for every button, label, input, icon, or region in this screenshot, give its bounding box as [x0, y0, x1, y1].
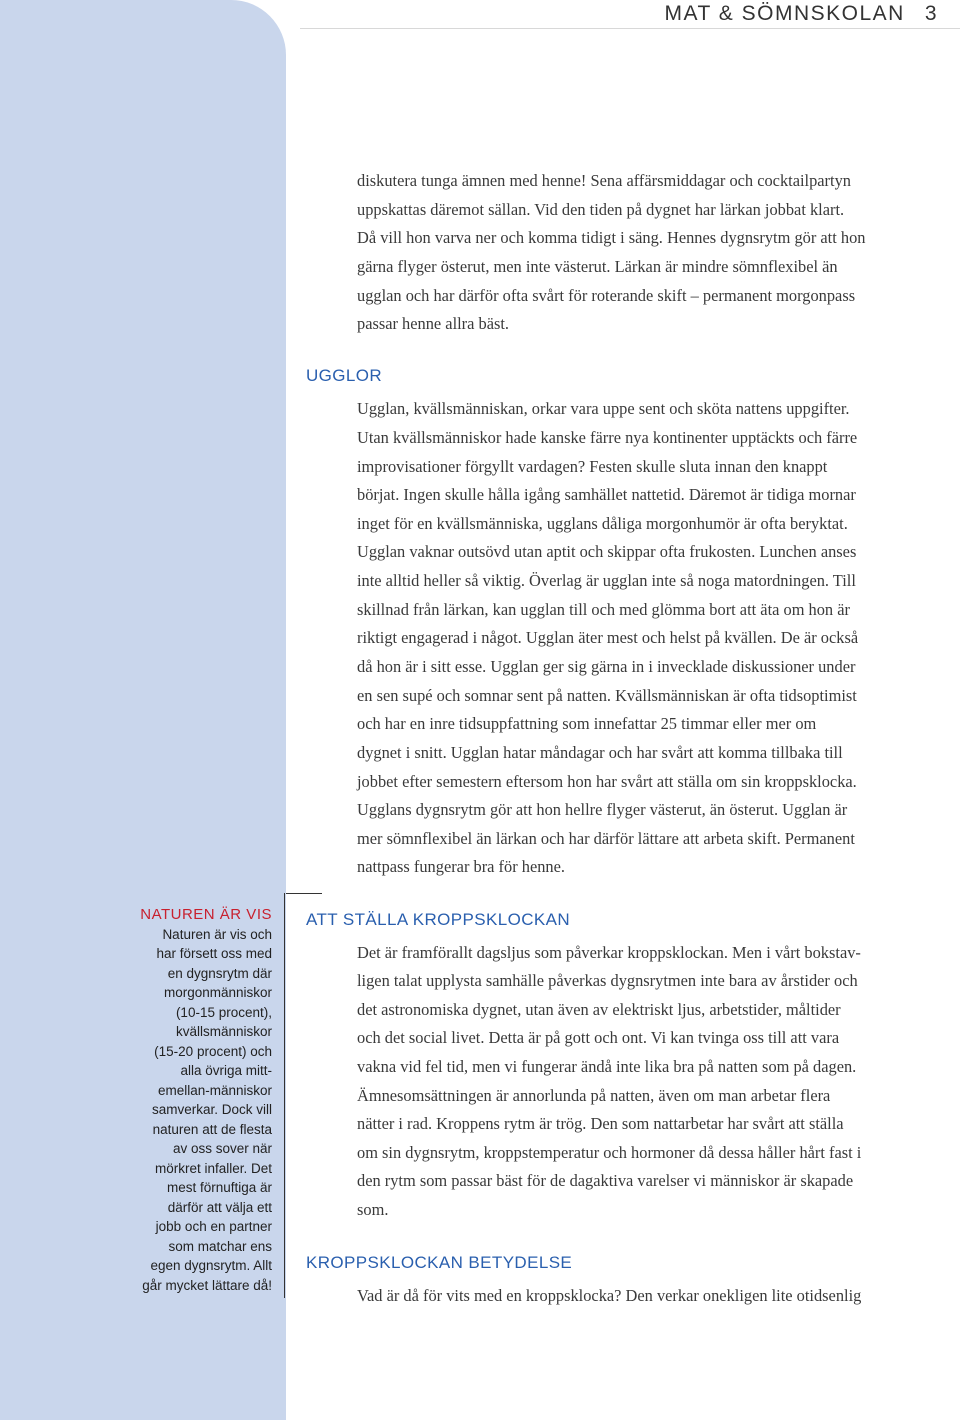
sidebar-rule: [284, 893, 285, 1298]
text-line: skillnad från lärkan, kan ugglan till och med glömma bort att äta om hon är: [357, 600, 850, 619]
sidebar-note-line: morgonmänniskor: [163, 985, 272, 1000]
sidebar-note-line: en dygnsrytm där: [167, 965, 272, 981]
sidebar-note-line: Naturen är vis och: [162, 926, 272, 942]
sidebar-note-line: egen dygnsrytm. Allt: [150, 1258, 272, 1273]
text-line: diskutera tunga ämnen med henne! Sena affärsmiddagar och cocktailpartyn: [357, 171, 851, 190]
text-line: nätter i rad. Kroppens rytm är trög. Den som nattarbetar har svårt att ställa: [357, 1114, 844, 1133]
sidebar-note-line: därför att välja ett: [167, 1199, 272, 1215]
sidebar-note-line: mest förnuftiga är: [166, 1180, 272, 1195]
text-line: ugglan och har därför ofta svårt för roterande skift – permanent morgonpass: [357, 286, 856, 305]
text-line: riktigt engagerad i något. Ugglan äter mest och helst på kvällen. De är också: [357, 628, 859, 647]
text-line: den rytm som passar bäst för de dagaktiva varelser vi människor är skapade: [357, 1171, 854, 1190]
text-line: Ugglan, kvällsmänniskan, orkar vara uppe sent och sköta nattens uppgifter.: [357, 399, 850, 418]
text-line: nattpass fungerar bra för henne.: [357, 857, 565, 876]
sidebar-note: [120, 905, 272, 1295]
page-number: 3: [924, 2, 938, 25]
text-line: improvisationer förgyllt vardagen? Festen skulle sluta innan den knappt: [357, 457, 828, 476]
page-header-title: MAT & SÖMNSKOLAN: [664, 2, 905, 25]
sidebar-note-line: som matchar ens: [168, 1238, 272, 1254]
text-line: Det är framförallt dagsljus som påverkar kroppsklockan. Men i vårt bokstav-: [357, 943, 861, 962]
text-line: inte alltid heller så viktig. Överlag är ugglan inte så noga matordningen. Till: [357, 571, 856, 590]
sidebar-note-heading: NATUREN ÄR VIS: [140, 906, 272, 923]
text-line: då hon är i sitt esse. Ugglan ger sig gärna in i invecklade diskussioner under: [357, 657, 856, 676]
text-line: vakna vid fel tid, men vi fungerar ändå inte lika bra på natten som på dagen.: [357, 1057, 857, 1076]
sidebar-note-line: jobb och en partner: [155, 1219, 272, 1234]
sidebar-note-line: (15-20 procent) och: [154, 1043, 272, 1059]
text-line: ligen talat upplysta samhälle påverkas dygnsrytmen inte bara av årstider och: [357, 971, 858, 990]
sidebar-note-line: går mycket lättare då!: [142, 1277, 272, 1293]
text-line: mer sömnflexibel än lärkan och har därför lättare att arbeta skift. Permanent: [357, 829, 855, 848]
text-line: Vad är då för vits med en kroppsklocka? Den verkar onekligen lite otidsenlig: [357, 1286, 862, 1305]
text-line: Utan kvällsmänniskor hade kanske färre nya kontinenter upptäckts och färre: [357, 428, 858, 447]
section-divider: [286, 893, 322, 894]
text-line: passar henne allra bäst.: [357, 314, 510, 333]
text-line: gärna flyger österut, men inte västerut. Lärkan är mindre sömnflexibel än: [357, 257, 838, 276]
text-line: Ämnesomsättningen är annorlunda på natten, även om man arbetar flera: [357, 1086, 831, 1105]
text-line: inget för en kvällsmänniska, ugglans dåliga morgonhumör är ofta beryktat.: [357, 514, 848, 533]
text-line: om sin dygnsrytm, kroppstemperatur och hormoner då dessa håller hårt fast i: [357, 1143, 862, 1162]
sidebar-note-line: kvällsmänniskor: [175, 1024, 272, 1039]
text-line: Då vill hon varva ner och komma tidigt i säng. Hennes dygnsrytm gör att hon: [357, 228, 866, 247]
section-heading-kroppsklockan: ATT STÄLLA KROPPSKLOCKAN: [306, 910, 571, 929]
page-header: [665, 2, 938, 26]
sidebar-note-line: (10-15 procent),: [175, 1004, 272, 1020]
section-heading-ugglor: UGGLOR: [306, 366, 383, 385]
text-line: dygnet i snitt. Ugglan hatar måndagar och har svårt att komma tillbaka till: [357, 743, 843, 762]
text-line: och det social livet. Detta är på gott och ont. Vi kan tvinga oss till att vara: [357, 1028, 840, 1047]
sidebar-note-line: mörkret infaller. Det: [154, 1160, 272, 1176]
text-line: börjat. Ingen skulle hålla igång samhället nattetid. Däremot är tidiga mornar: [357, 485, 856, 504]
section-heading-betydelse: KROPPSKLOCKAN BETYDELSE: [306, 1253, 573, 1272]
sidebar-note-line: samverkar. Dock vill: [151, 1102, 272, 1117]
sidebar-note-line: alla övriga mitt-: [180, 1063, 272, 1078]
text-line: och har en inre tidsuppfattning som innefattar 25 timmar eller mer om: [357, 714, 817, 733]
text-line: som.: [357, 1200, 389, 1219]
text-line: en sen supé och somnar sent på natten. Kvällsmänniskan är ofta tidsoptimist: [357, 686, 857, 705]
text-line: uppskattas däremot sällan. Vid den tiden på dygnet har lärkan jobbat klart.: [357, 200, 845, 219]
sidebar-note-line: har försett oss med: [156, 946, 272, 961]
text-line: jobbet efter semestern eftersom hon har svårt att ställa om sin kroppsklocka.: [357, 772, 857, 791]
sidebar-note-line: emellan-människor: [157, 1082, 272, 1098]
text-line: Ugglan vaknar outsövd utan aptit och skippar ofta frukosten. Lunchen anses: [357, 542, 857, 561]
sidebar-note-line: av oss sover när: [172, 1141, 272, 1156]
text-line: Ugglans dygnsrytm gör att hon hellre flyger västerut, än österut. Ugglan är: [357, 800, 848, 819]
text-line: det astronomiska dygnet, utan även av elektriskt ljus, arbetstider, måltider: [357, 1000, 841, 1019]
sidebar-note-line: naturen att de flesta: [152, 1121, 272, 1137]
